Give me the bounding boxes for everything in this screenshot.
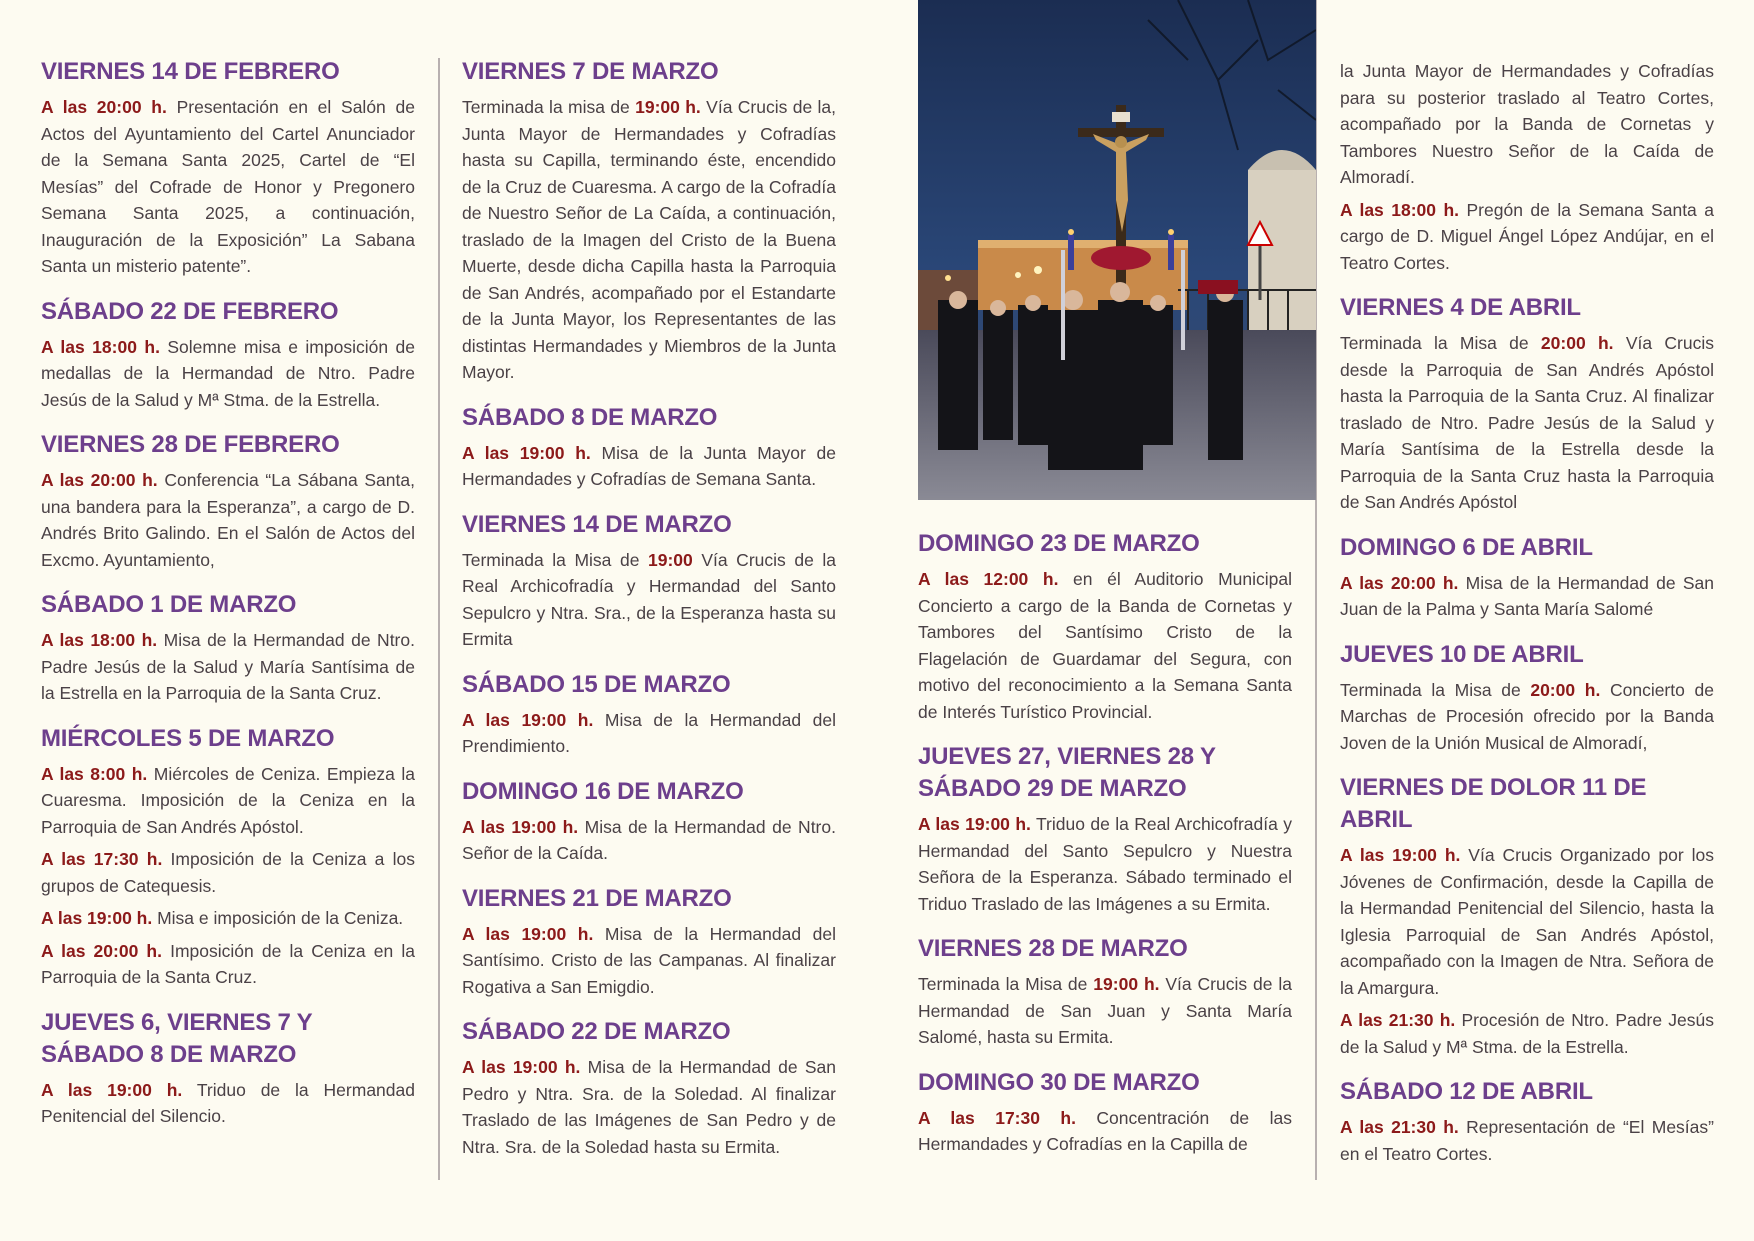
event-text: Vía Crucis de la, Junta Mayor de Hermandades y Cofradías hasta su Capilla, terminando éste, encendido de la Cruz de Cuaresma. A cargo de la Cofradía de Nuestro Señor de La Caída, a continuación, traslado de la Imagen del Cristo de la Buena Muerte, desde dicha Capilla hasta la Parroquia de San Andrés, acompañado por el Estandarte de la Junta Mayor, los Representantes de las distintas Hermandades y Miembros de la Junta Mayor. <box>462 97 836 382</box>
event-text: Misa e imposición de la Ceniza. <box>152 908 404 928</box>
event-time: A las 18:00 h. <box>1340 199 1460 220</box>
event-description <box>462 814 836 867</box>
event-time: A las 19:00 h. <box>462 709 594 730</box>
column-4 <box>1340 58 1714 1183</box>
event-text: Misa de la Junta Mayor de Hermandades y Cofradías de Semana Santa. <box>462 442 836 489</box>
event-text: Terminada la Misa de <box>1340 679 1531 700</box>
event-time: A las 19:00 h. <box>918 814 1031 834</box>
event-time: 19:00 <box>648 549 693 570</box>
event-description <box>41 905 415 932</box>
event-time: A las 17:30 h. <box>41 849 163 869</box>
event-date-heading: VIERNES 28 DE MARZO <box>918 935 1188 962</box>
event-text: Miércoles de Ceniza. Empieza la Cuaresma. Imposición de la Ceniza en la Parroquia de San Andrés Apóstol. <box>41 763 416 837</box>
event-entry <box>462 883 836 1001</box>
event-date-heading: SÁBADO 22 DE MARZO <box>462 1018 731 1045</box>
event-text: Misa de la Hermandad del Prendimiento. <box>462 709 836 756</box>
event-entry <box>462 1016 836 1160</box>
column-separator <box>438 58 440 1180</box>
event-description <box>462 440 836 493</box>
column-1 <box>41 56 415 1146</box>
event-date-heading: SÁBADO 22 DE FEBRERO <box>41 297 339 325</box>
event-time: A las 17:30 h. <box>918 1107 1076 1128</box>
event-text: Vía Crucis de la Real Archicofradía y Hermandad del Santo Sepulcro y Ntra. Sra., de la Esperanza hasta su Ermita <box>462 549 836 649</box>
event-text: Misa de la Hermandad de San Juan de la Palma y Santa María Salomé <box>1340 572 1714 619</box>
event-date-heading: SÁBADO 1 DE MARZO <box>41 591 297 618</box>
event-time: 19:00 h. <box>1093 974 1160 994</box>
event-date-heading: VIERNES 4 DE ABRIL <box>1340 294 1581 321</box>
event-text: Concierto de Marchas de Procesión ofrecido por la Banda Joven de la Unión Musical de Almoradí, <box>1340 679 1714 753</box>
event-time: 20:00 h. <box>1540 333 1614 353</box>
event-text: Solemne misa e imposición de medallas de la Hermandad de Ntro. Padre Jesús de la Salud y Mª Stma. de la Estrella. <box>41 336 415 410</box>
event-text: Concentración de las Hermandades y Cofradías en la Capilla de <box>918 1107 1292 1154</box>
event-description <box>918 811 1292 917</box>
event-entry <box>918 933 1292 1051</box>
event-entry <box>462 402 836 493</box>
event-text: Misa de la Hermandad de Ntro. Señor de la Caída. <box>462 816 836 863</box>
event-description <box>1340 330 1714 516</box>
event-entry <box>462 669 836 760</box>
event-entry <box>41 296 415 414</box>
event-date-heading: DOMINGO 30 DE MARZO <box>918 1068 1200 1096</box>
event-text: Imposición de la Ceniza a los grupos de Catequesis. <box>41 849 415 896</box>
event-text: la Junta Mayor de Hermandades y Cofradías para su posterior traslado al Teatro Cortes, acompañado por la Banda de Cornetas y Tambores Nuestro Señor de la Caída de Almoradí. <box>1340 61 1714 187</box>
event-text: Misa de la Hermandad del Santísimo. Cristo de las Campanas. Al finalizar Rogativa a San Emigdio. <box>462 923 836 997</box>
event-time: A las 19:00 h. <box>41 1079 183 1100</box>
event-entry <box>41 429 415 573</box>
event-entry <box>41 589 415 707</box>
event-time: A las 19:00 h. <box>1340 845 1461 865</box>
event-text: Misa de la Hermandad de Ntro. Padre Jesús de la Salud y María Santísima de la Estrella en la Parroquia de la Santa Cruz. <box>41 630 415 703</box>
event-time: A las 19:00 h. <box>41 908 153 928</box>
event-date-heading: JUEVES 6, VIERNES 7 Y SÁBADO 8 DE MARZO <box>41 1008 313 1068</box>
event-entry <box>1340 772 1714 1060</box>
event-description <box>41 761 415 841</box>
event-date-heading: MIÉRCOLES 5 DE MARZO <box>41 724 335 752</box>
event-date-heading: JUEVES 10 DE ABRIL <box>1340 640 1584 668</box>
event-time: A las 20:00 h. <box>41 940 162 961</box>
event-date-heading: DOMINGO 16 DE MARZO <box>462 777 744 805</box>
event-description <box>41 1077 415 1130</box>
event-description <box>41 334 415 414</box>
event-entry <box>41 56 415 280</box>
event-time: A las 18:00 h. <box>41 630 158 650</box>
event-text: Pregón de la Semana Santa a cargo de D. Miguel Ángel López Andújar, en el Teatro Cortes. <box>1340 199 1714 273</box>
event-text: Terminada la Misa de <box>918 974 1094 994</box>
event-time: A las 20:00 h. <box>41 97 167 117</box>
event-description <box>41 94 415 280</box>
event-entry <box>918 528 1292 725</box>
column-3 <box>918 528 1292 1174</box>
event-entry <box>1340 639 1714 757</box>
event-description <box>1340 1114 1714 1167</box>
event-entry <box>41 723 415 991</box>
column-2 <box>462 56 836 1176</box>
event-description <box>1340 570 1714 623</box>
event-entry <box>462 776 836 867</box>
event-text: Procesión de Ntro. Padre Jesús de la Salud y Mª Stma. de la Estrella. <box>1340 1010 1714 1057</box>
event-description <box>1340 677 1714 757</box>
event-date-heading: SÁBADO 8 DE MARZO <box>462 403 718 431</box>
event-date-heading: DOMINGO 6 DE ABRIL <box>1340 533 1593 561</box>
event-date-heading: VIERNES 28 DE FEBRERO <box>41 431 340 458</box>
event-description <box>1340 58 1714 191</box>
event-date-heading: SÁBADO 12 DE ABRIL <box>1340 1078 1593 1105</box>
event-description <box>462 921 836 1001</box>
event-entry <box>918 1067 1292 1158</box>
event-description <box>462 707 836 760</box>
event-time: A las 8:00 h. <box>41 763 148 784</box>
event-entry <box>1340 292 1714 516</box>
event-date-heading: VIERNES 7 DE MARZO <box>462 58 719 85</box>
event-date-heading: JUEVES 27, VIERNES 28 Y SÁBADO 29 DE MARZO <box>918 743 1216 802</box>
event-description <box>41 938 415 991</box>
event-time: A las 18:00 h. <box>41 336 160 357</box>
event-time: A las 19:00 h. <box>462 442 591 463</box>
event-text: Vía Crucis de la Hermandad de San Juan y Santa María Salomé, hasta su Ermita. <box>918 974 1292 1047</box>
event-date-heading: VIERNES 14 DE MARZO <box>462 510 732 538</box>
event-description <box>462 1054 836 1160</box>
event-text: Presentación en el Salón de Actos del Ayuntamiento del Cartel Anunciador de la Semana Santa 2025, Cartel de “El Mesías” del Cofrade de Honor y Pregonero Semana Santa 2025, a continuación, Inauguración de la Exposición” La Sabana Santa un misterio patente”. <box>41 97 415 276</box>
event-entry <box>1340 58 1714 276</box>
event-time: A las 19:00 h. <box>462 816 579 837</box>
event-time: A las 19:00 h. <box>462 923 594 944</box>
event-text: Imposición de la Ceniza en la Parroquia de la Santa Cruz. <box>41 940 415 987</box>
event-text: Terminada la misa de <box>462 97 636 117</box>
event-text: Triduo de la Real Archicofradía y Hermandad del Santo Sepulcro y Nuestra Señora de la Esperanza. Sábado terminado el Triduo Traslado de las Imágenes a su Ermita. <box>918 814 1292 914</box>
event-entry <box>918 741 1292 917</box>
event-time: A las 21:30 h. <box>1340 1117 1459 1137</box>
event-text: Vía Crucis desde la Parroquia de San Andrés Apóstol hasta la Parroquia de la Santa Cruz. Al finalizar traslado de Ntro. Padre Jesús de la Salud y María Santísima de la Estrella desde la Parroquia de la Santa Cruz hasta la Parroquia de San Andrés Apóstol <box>1340 333 1714 512</box>
event-time: A las 19:00 h. <box>462 1057 581 1077</box>
crucifix-procession-photo <box>918 0 1316 500</box>
event-entry <box>1340 1076 1714 1167</box>
event-time: A las 20:00 h. <box>1340 572 1459 593</box>
event-description <box>1340 197 1714 277</box>
event-entry <box>462 509 836 653</box>
event-time: A las 21:30 h. <box>1340 1010 1456 1030</box>
event-text: Representación de “El Mesías” en el Teatro Cortes. <box>1340 1117 1714 1164</box>
event-description <box>918 971 1292 1051</box>
event-description <box>1340 1007 1714 1060</box>
event-description <box>918 566 1292 725</box>
event-text: Triduo de la Hermandad Penitencial del Silencio. <box>41 1079 415 1126</box>
event-text: Terminada la Misa de <box>1340 333 1541 353</box>
event-description <box>462 94 836 386</box>
event-entry <box>1340 532 1714 623</box>
event-description <box>41 467 415 573</box>
event-text: Terminada la Misa de <box>462 549 649 570</box>
event-time: A las 20:00 h. <box>41 470 158 490</box>
event-date-heading: DOMINGO 23 DE MARZO <box>918 530 1200 557</box>
event-date-heading: SÁBADO 15 DE MARZO <box>462 670 731 698</box>
event-text: en él Auditorio Municipal Concierto a cargo de la Banda de Cornetas y Tambores del Santísimo Cristo de la Flagelación de Guardamar del Segura, con motivo del reconocimiento a la Semana Santa de Interés Turístico Provincial. <box>918 569 1292 722</box>
event-time: 20:00 h. <box>1530 679 1601 700</box>
event-description <box>41 846 415 899</box>
event-text: Vía Crucis Organizado por los Jóvenes de Confirmación, desde la Capilla de la Hermandad Penitencial del Silencio, hasta la Iglesia Parroquial de San Andrés Apóstol, acompañado con la Imagen de Ntra. Señora de la Amargura. <box>1340 845 1714 998</box>
event-description <box>918 1105 1292 1158</box>
event-text: Conferencia “La Sábana Santa, una bandera para la Esperanza”, a cargo de D. Andrés Brito Galindo. En el Salón de Actos del Excmo. Ayuntamiento, <box>41 470 415 570</box>
event-entry <box>462 56 836 386</box>
event-entry <box>41 1007 415 1130</box>
procession-photo <box>918 0 1316 500</box>
event-description <box>1340 842 1714 1001</box>
event-time: 19:00 h. <box>635 97 701 117</box>
event-time: A las 12:00 h. <box>918 569 1059 589</box>
event-text: Misa de la Hermandad de San Pedro y Ntra. Sra. de la Soledad. Al finalizar Traslado de las Imágenes de San Pedro y de Ntra. Sra. de la Soledad hasta su Ermita. <box>462 1057 836 1157</box>
event-date-heading: VIERNES 14 DE FEBRERO <box>41 58 340 85</box>
event-date-heading: VIERNES DE DOLOR 11 DE ABRIL <box>1340 774 1647 833</box>
event-date-heading: VIERNES 21 DE MARZO <box>462 884 732 912</box>
event-description <box>41 627 415 707</box>
event-description <box>462 547 836 653</box>
